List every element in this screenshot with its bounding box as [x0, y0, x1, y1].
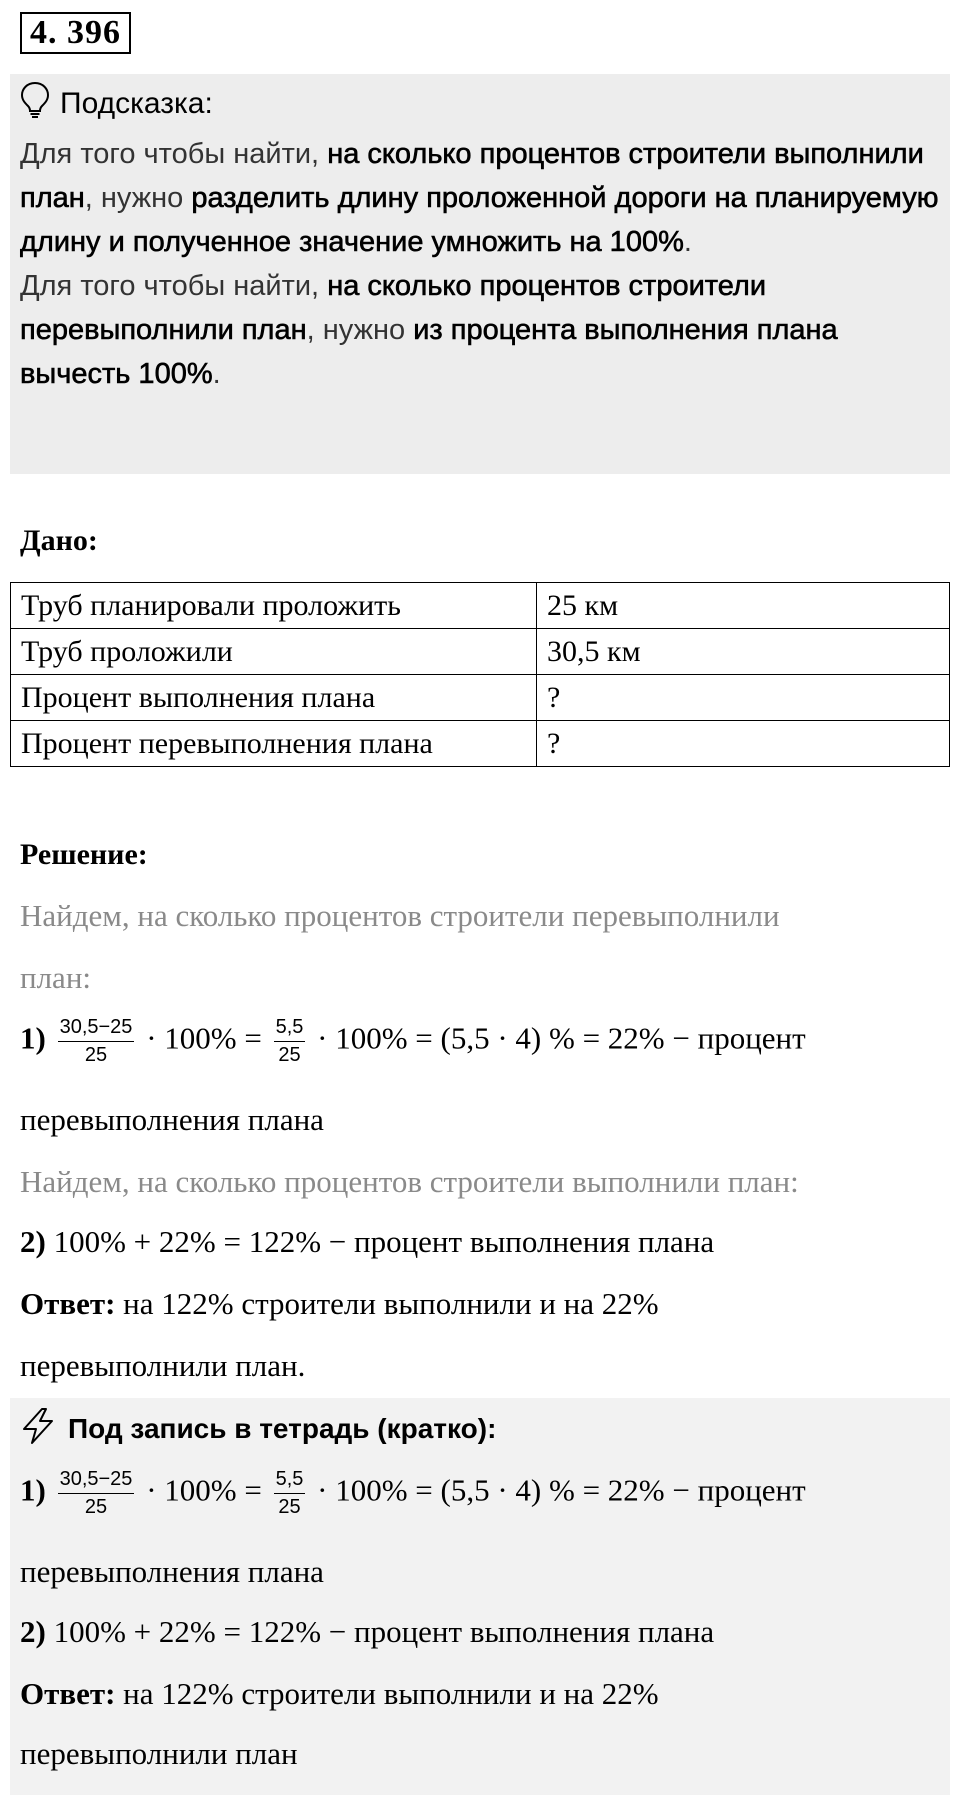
notes-step-1: [20, 1468, 806, 1519]
solution-intro-1-line-1: Найдем, на сколько процентов строители перевыполнили: [20, 898, 780, 933]
fraction-numerator: 5,5: [274, 1016, 306, 1042]
hint-p1-c: , нужно: [84, 182, 192, 214]
step-mid: · 100% =: [138, 1472, 270, 1508]
solution-step-1: [20, 1016, 806, 1067]
answer-line-2: перевыполнили план.: [20, 1348, 306, 1383]
hint-title: [20, 76, 940, 132]
fraction-numerator: 30,5−25: [58, 1016, 135, 1042]
step-mid: · 100% =: [138, 1020, 270, 1056]
answer-line-1: [20, 1286, 659, 1322]
hint-p1-e: .: [683, 226, 692, 258]
hint-p2-e: .: [212, 358, 221, 390]
fraction-denominator: 25: [84, 1496, 108, 1518]
given-value: 25 км: [537, 583, 950, 629]
solution-step-1-line-2: перевыполнения плана: [20, 1102, 324, 1137]
hint-paragraph-2: [20, 264, 940, 396]
notes-title-text: Под запись в тетрадь (кратко):: [68, 1413, 497, 1444]
step-text: 100% + 22% = 122% − процент выполнения плана: [45, 1614, 715, 1649]
hint-p2-c: , нужно: [306, 314, 414, 346]
hint-p2-a: Для того чтобы найти,: [20, 270, 328, 302]
fraction-numerator: 5,5: [274, 1468, 306, 1494]
given-value: ?: [537, 721, 950, 767]
answer-text: на 122% строители выполнили и на 22%: [115, 1286, 659, 1321]
step-rest: · 100% = (5,5 · 4) % = 22% − процент: [309, 1472, 806, 1508]
given-title: Дано:: [20, 524, 98, 557]
notes-title: [20, 1404, 496, 1454]
fraction-denominator: 25: [84, 1044, 108, 1066]
hint-p1-d: разделить длину проложенной дороги на планируемую длину и полученное значение умножить на 100%: [20, 182, 939, 258]
answer-text: на 122% строители выполнили и на 22%: [115, 1676, 659, 1711]
solution-title: Решение:: [20, 838, 148, 871]
given-label: Труб проложили: [11, 629, 537, 675]
fraction: [58, 1468, 135, 1519]
hint-paragraph-1: [20, 132, 940, 264]
fraction: [274, 1468, 306, 1519]
lightning-icon: [20, 1407, 68, 1452]
step-number: 2): [20, 1224, 46, 1259]
fraction: [274, 1016, 306, 1067]
given-label: Процент перевыполнения плана: [11, 721, 537, 767]
table-row: [11, 721, 950, 767]
solution-intro-1-line-2: план:: [20, 960, 92, 995]
step-number: 2): [20, 1614, 46, 1649]
notes-step-2: [20, 1614, 714, 1650]
hint-p1-a: Для того чтобы найти,: [20, 138, 328, 170]
hint-p2-d: из процента выполнения плана вычесть 100%: [20, 314, 838, 390]
answer-label: Ответ:: [20, 1676, 116, 1711]
lightbulb-icon: [20, 81, 60, 127]
notes-answer-line-2: перевыполнили план: [20, 1736, 298, 1771]
hint-title-text: Подсказка:: [60, 87, 213, 120]
given-value: 30,5 км: [537, 629, 950, 675]
fraction: [58, 1016, 135, 1067]
hint-box: [10, 74, 950, 474]
task-number: 4. 396: [20, 12, 131, 54]
given-label: Процент выполнения плана: [11, 675, 537, 721]
table-row: [11, 675, 950, 721]
solution-step-2: [20, 1224, 714, 1260]
answer-label: Ответ:: [20, 1286, 116, 1321]
hint-p1-b: на сколько процентов строители выполнили план: [20, 138, 924, 214]
step-rest: · 100% = (5,5 · 4) % = 22% − процент: [309, 1020, 806, 1056]
step-text: 100% + 22% = 122% − процент выполнения плана: [45, 1224, 715, 1259]
table-row: [11, 583, 950, 629]
solution-intro-2: Найдем, на сколько процентов строители выполнили план:: [20, 1164, 799, 1199]
step-number: 1): [20, 1472, 46, 1508]
notes-step-1-line-2: перевыполнения плана: [20, 1554, 324, 1589]
given-value: ?: [537, 675, 950, 721]
fraction-denominator: 25: [278, 1044, 301, 1066]
step-number: 1): [20, 1020, 46, 1056]
fraction-denominator: 25: [278, 1496, 301, 1518]
given-label: Труб планировали проложить: [11, 583, 537, 629]
hint-p2-b: на сколько процентов строители перевыполнили план: [20, 270, 767, 346]
table-row: [11, 629, 950, 675]
fraction-numerator: 30,5−25: [58, 1468, 135, 1494]
given-table: [10, 582, 950, 767]
notes-answer-line-1: [20, 1676, 659, 1712]
